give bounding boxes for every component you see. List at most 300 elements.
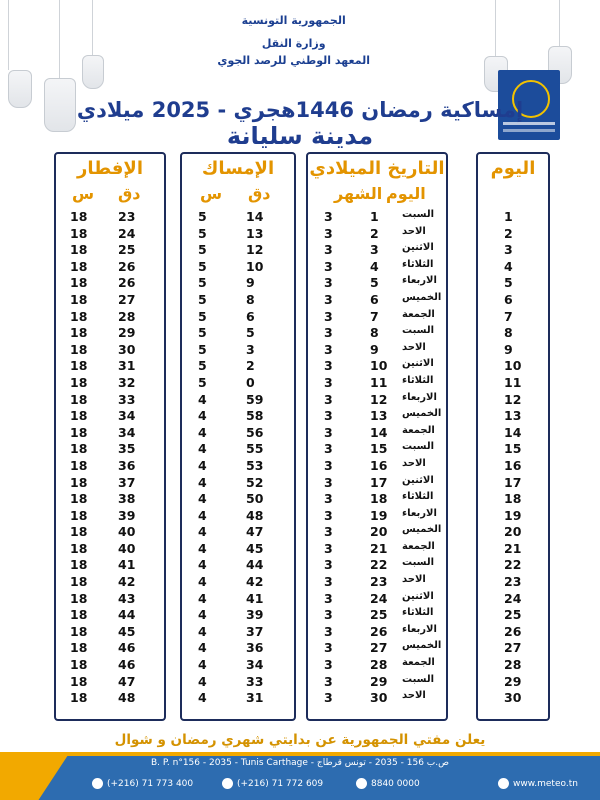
day-of-month-cell: 21 xyxy=(370,540,388,556)
imsak-hour-cell: 5 xyxy=(198,258,207,274)
day-number-cell: 15 xyxy=(504,441,522,457)
imsak-hour-cell: 5 xyxy=(198,291,207,307)
imsak-minute-cell: 33 xyxy=(246,673,264,689)
imsak-minute-cell: 6 xyxy=(246,308,255,324)
table-row xyxy=(56,292,164,309)
day-number-cell: 9 xyxy=(504,341,513,357)
table-row xyxy=(182,657,294,674)
weekday-cell: الاثنين xyxy=(402,242,434,254)
page-title: إمساكية رمضان 1446هجري - 2025 ميلادي xyxy=(76,98,524,122)
footer-bar xyxy=(0,752,600,800)
day-number-cell: 10 xyxy=(504,358,522,374)
imsak-hour-cell: 5 xyxy=(198,242,207,258)
table-row xyxy=(308,325,446,342)
month-cell: 3 xyxy=(324,607,333,623)
day-number-cell: 28 xyxy=(504,657,522,673)
table-row xyxy=(182,292,294,309)
table-row xyxy=(56,591,164,608)
month-cell: 3 xyxy=(324,424,333,440)
iftar-minute-cell: 46 xyxy=(118,640,136,656)
phone-number-1: (+216) 71 773 400 xyxy=(92,778,193,789)
month-cell: 3 xyxy=(324,640,333,656)
imsak-minute-cell: 47 xyxy=(246,524,264,540)
postal-address: B. P. n°156 - 2035 - Tunis Carthage - ص.ب 156 - 2035 - تونس قرطاج xyxy=(150,758,450,768)
table-row xyxy=(308,657,446,674)
weekday-cell: الاحد xyxy=(402,341,426,353)
table-row xyxy=(478,358,548,375)
day-of-month-cell: 18 xyxy=(370,491,388,507)
imsak-hour-subheader: س xyxy=(200,184,223,203)
gregorian-column-header: التاريخ الميلادي xyxy=(309,158,445,179)
imsak-hour-cell: 4 xyxy=(198,457,207,473)
table-row xyxy=(478,541,548,558)
day-of-month-cell: 8 xyxy=(370,325,379,341)
table-row xyxy=(308,607,446,624)
table-row xyxy=(182,557,294,574)
day-number-cell: 18 xyxy=(504,491,522,507)
month-cell: 3 xyxy=(324,242,333,258)
day-of-month-cell: 2 xyxy=(370,225,379,241)
iftar-minute-cell: 44 xyxy=(118,607,136,623)
table-row xyxy=(56,475,164,492)
imsak-hour-cell: 4 xyxy=(198,574,207,590)
table-row xyxy=(308,491,446,508)
day-number-cell: 26 xyxy=(504,623,522,639)
iftar-hour-cell: 18 xyxy=(70,640,88,656)
table-row xyxy=(308,342,446,359)
iftar-hour-cell: 18 xyxy=(70,209,88,224)
city-name: مدينة سليانة xyxy=(226,122,374,150)
iftar-minute-cell: 23 xyxy=(118,209,136,224)
day-number-cell: 16 xyxy=(504,457,522,473)
month-cell: 3 xyxy=(324,291,333,307)
table-row xyxy=(56,491,164,508)
weekday-cell: الاربعاء xyxy=(402,391,437,403)
iftar-minute-cell: 35 xyxy=(118,441,136,457)
table-row xyxy=(478,242,548,259)
weekday-cell: الجمعة xyxy=(402,424,435,436)
table-row xyxy=(478,458,548,475)
table-row xyxy=(478,524,548,541)
day-of-month-cell: 25 xyxy=(370,607,388,623)
weekday-cell: الاثنين xyxy=(402,358,434,370)
iftar-minute-cell: 43 xyxy=(118,590,136,606)
table-row xyxy=(478,557,548,574)
day-of-month-cell: 7 xyxy=(370,308,379,324)
day-of-month-cell: 26 xyxy=(370,623,388,639)
table-row xyxy=(182,375,294,392)
table-row xyxy=(478,209,548,226)
weekday-cell: الخميس xyxy=(402,291,442,303)
imsak-minute-cell: 34 xyxy=(246,657,264,673)
table-row xyxy=(182,541,294,558)
table-row xyxy=(182,690,294,707)
day-number-cell: 21 xyxy=(504,540,522,556)
table-row xyxy=(478,292,548,309)
iftar-hour-cell: 18 xyxy=(70,408,88,424)
table-row xyxy=(182,624,294,641)
iftar-minute-cell: 40 xyxy=(118,524,136,540)
imsak-minute-cell: 37 xyxy=(246,623,264,639)
iftar-hour-cell: 18 xyxy=(70,491,88,507)
weekday-cell: الثلاثاء xyxy=(402,374,434,386)
table-row xyxy=(478,475,548,492)
day-of-month-cell: 15 xyxy=(370,441,388,457)
iftar-minute-cell: 29 xyxy=(118,325,136,341)
weekday-cell: الجمعة xyxy=(402,657,435,669)
iftar-minute-cell: 48 xyxy=(118,690,136,706)
table-row xyxy=(308,574,446,591)
month-cell: 3 xyxy=(324,308,333,324)
iftar-hour-cell: 18 xyxy=(70,225,88,241)
imsak-minute-cell: 36 xyxy=(246,640,264,656)
iftar-hour-cell: 18 xyxy=(70,690,88,706)
day-of-month-cell: 13 xyxy=(370,408,388,424)
table-row xyxy=(56,458,164,475)
iftar-minute-cell: 45 xyxy=(118,623,136,639)
imsak-minute-cell: 8 xyxy=(246,291,255,307)
day-number-cell: 8 xyxy=(504,325,513,341)
imsak-hour-cell: 5 xyxy=(198,275,207,291)
month-cell: 3 xyxy=(324,258,333,274)
table-row xyxy=(182,259,294,276)
table-row xyxy=(182,275,294,292)
table-row xyxy=(56,242,164,259)
imsak-hour-cell: 4 xyxy=(198,408,207,424)
day-of-month-cell: 5 xyxy=(370,275,379,291)
table-row xyxy=(182,458,294,475)
day-number-cell: 1 xyxy=(504,209,513,224)
imsak-minute-cell: 55 xyxy=(246,441,264,457)
table-row xyxy=(478,491,548,508)
table-row xyxy=(478,275,548,292)
imsak-minute-cell: 12 xyxy=(246,242,264,258)
table-row xyxy=(182,475,294,492)
table-row xyxy=(478,325,548,342)
imsak-hour-cell: 4 xyxy=(198,690,207,706)
table-row xyxy=(56,408,164,425)
weekday-cell: الاحد xyxy=(402,457,426,469)
table-row xyxy=(478,392,548,409)
table-row xyxy=(182,342,294,359)
weekday-cell: الاحد xyxy=(402,225,426,237)
day-number-cell: 20 xyxy=(504,524,522,540)
table-row xyxy=(308,690,446,707)
day-of-month-cell: 3 xyxy=(370,242,379,258)
table-row xyxy=(56,375,164,392)
table-row xyxy=(182,524,294,541)
table-row xyxy=(478,657,548,674)
table-row xyxy=(56,541,164,558)
month-cell: 3 xyxy=(324,491,333,507)
weekday-cell: الاثنين xyxy=(402,590,434,602)
iftar-minute-cell: 36 xyxy=(118,457,136,473)
imsak-hour-cell: 4 xyxy=(198,640,207,656)
day-of-month-cell: 17 xyxy=(370,474,388,490)
imsak-minute-cell: 50 xyxy=(246,491,264,507)
table-row xyxy=(182,591,294,608)
table-row xyxy=(56,425,164,442)
iftar-hour-cell: 18 xyxy=(70,507,88,523)
table-row xyxy=(478,375,548,392)
day-of-month-cell: 10 xyxy=(370,358,388,374)
table-row xyxy=(56,325,164,342)
table-row xyxy=(56,209,164,226)
table-row xyxy=(478,624,548,641)
table-row xyxy=(56,226,164,243)
table-row xyxy=(478,508,548,525)
table-row xyxy=(308,524,446,541)
weekday-cell: الثلاثاء xyxy=(402,491,434,503)
month-cell: 3 xyxy=(324,590,333,606)
table-row xyxy=(478,640,548,657)
month-cell: 3 xyxy=(324,408,333,424)
institute-name: المعهد الوطني للرصد الجوي xyxy=(217,54,370,67)
iftar-minute-cell: 46 xyxy=(118,657,136,673)
imsak-hour-cell: 4 xyxy=(198,524,207,540)
day-number-cell: 22 xyxy=(504,557,522,573)
imsak-minute-cell: 42 xyxy=(246,574,264,590)
table-row xyxy=(56,624,164,641)
iftar-minute-cell: 34 xyxy=(118,408,136,424)
iftar-hour-cell: 18 xyxy=(70,540,88,556)
day-of-month-cell: 29 xyxy=(370,673,388,689)
day-number-cell: 19 xyxy=(504,507,522,523)
day-number-cell: 6 xyxy=(504,291,513,307)
table-row xyxy=(182,674,294,691)
day-column-header: اليوم xyxy=(490,158,536,179)
table-row xyxy=(308,541,446,558)
iftar-hour-cell: 18 xyxy=(70,275,88,291)
table-row xyxy=(308,475,446,492)
day-of-month-cell: 27 xyxy=(370,640,388,656)
iftar-hour-cell: 18 xyxy=(70,607,88,623)
day-of-month-cell: 14 xyxy=(370,424,388,440)
table-row xyxy=(308,358,446,375)
imsak-hour-cell: 4 xyxy=(198,424,207,440)
table-row xyxy=(56,524,164,541)
table-row xyxy=(478,408,548,425)
table-row xyxy=(56,392,164,409)
month-cell: 3 xyxy=(324,574,333,590)
day-of-month-cell: 1 xyxy=(370,209,379,224)
month-cell: 3 xyxy=(324,524,333,540)
table-row xyxy=(478,226,548,243)
imsak-minute-cell: 44 xyxy=(246,557,264,573)
table-row xyxy=(308,624,446,641)
month-cell: 3 xyxy=(324,507,333,523)
table-row xyxy=(308,242,446,259)
imsak-minute-cell: 59 xyxy=(246,391,264,407)
iftar-minute-cell: 32 xyxy=(118,374,136,390)
imsak-hour-cell: 5 xyxy=(198,325,207,341)
table-row xyxy=(308,640,446,657)
iftar-minute-cell: 30 xyxy=(118,341,136,357)
table-row xyxy=(182,441,294,458)
iftar-minute-cell: 33 xyxy=(118,391,136,407)
imsak-hour-cell: 4 xyxy=(198,391,207,407)
table-row xyxy=(56,309,164,326)
imsak-column xyxy=(180,152,296,721)
table-row xyxy=(308,375,446,392)
table-row xyxy=(182,640,294,657)
imsak-hour-cell: 4 xyxy=(198,657,207,673)
imsak-minute-cell: 56 xyxy=(246,424,264,440)
fax-icon xyxy=(222,778,233,789)
day-of-month-cell: 6 xyxy=(370,291,379,307)
day-of-month-cell: 16 xyxy=(370,457,388,473)
iftar-hour-cell: 18 xyxy=(70,524,88,540)
table-row xyxy=(182,607,294,624)
imsak-hour-cell: 4 xyxy=(198,607,207,623)
day-number-cell: 23 xyxy=(504,574,522,590)
imsak-minute-subheader: دق xyxy=(248,184,271,203)
month-cell: 3 xyxy=(324,209,333,224)
weekday-cell: الاحد xyxy=(402,574,426,586)
month-cell: 3 xyxy=(324,457,333,473)
iftar-hour-cell: 18 xyxy=(70,441,88,457)
iftar-hour-cell: 18 xyxy=(70,574,88,590)
imsak-column-header: الإمساك xyxy=(201,158,275,179)
imsak-minute-cell: 14 xyxy=(246,209,264,224)
month-cell: 3 xyxy=(324,673,333,689)
table-row xyxy=(56,358,164,375)
month-cell: 3 xyxy=(324,358,333,374)
table-row xyxy=(182,209,294,226)
table-row xyxy=(478,690,548,707)
imsak-minute-cell: 52 xyxy=(246,474,264,490)
imsak-minute-cell: 0 xyxy=(246,374,255,390)
imsak-hour-cell: 4 xyxy=(198,557,207,573)
table-row xyxy=(308,557,446,574)
iftar-hour-cell: 18 xyxy=(70,308,88,324)
iftar-hour-cell: 18 xyxy=(70,590,88,606)
month-cell: 3 xyxy=(324,325,333,341)
month-cell: 3 xyxy=(324,341,333,357)
imsak-hour-cell: 4 xyxy=(198,507,207,523)
iftar-column-header: الإفطار xyxy=(76,158,143,179)
table-row xyxy=(182,309,294,326)
imsak-hour-cell: 4 xyxy=(198,540,207,556)
iftar-hour-cell: 18 xyxy=(70,258,88,274)
imsak-hour-cell: 4 xyxy=(198,474,207,490)
table-row xyxy=(308,309,446,326)
weekday-cell: السبت xyxy=(402,209,435,220)
iftar-hour-cell: 18 xyxy=(70,291,88,307)
day-of-month-cell: 9 xyxy=(370,341,379,357)
imsak-minute-cell: 13 xyxy=(246,225,264,241)
imsak-hour-cell: 5 xyxy=(198,225,207,241)
table-row xyxy=(308,591,446,608)
table-row xyxy=(56,574,164,591)
month-cell: 3 xyxy=(324,225,333,241)
imsak-hour-cell: 4 xyxy=(198,623,207,639)
month-cell: 3 xyxy=(324,391,333,407)
day-of-month-cell: 4 xyxy=(370,258,379,274)
imsak-hour-cell: 5 xyxy=(198,374,207,390)
table-row xyxy=(182,574,294,591)
table-row xyxy=(308,508,446,525)
weekday-cell: الاربعاء xyxy=(402,623,437,635)
iftar-minute-subheader: دق xyxy=(118,184,141,203)
iftar-minute-cell: 31 xyxy=(118,358,136,374)
table-row xyxy=(182,358,294,375)
imsak-minute-cell: 41 xyxy=(246,590,264,606)
day-number-cell: 25 xyxy=(504,607,522,623)
iftar-minute-cell: 40 xyxy=(118,540,136,556)
month-cell: 3 xyxy=(324,557,333,573)
day-number-cell: 13 xyxy=(504,408,522,424)
day-number-cell: 29 xyxy=(504,673,522,689)
table-row xyxy=(308,441,446,458)
imsak-hour-cell: 4 xyxy=(198,673,207,689)
iftar-hour-cell: 18 xyxy=(70,673,88,689)
day-number-cell: 27 xyxy=(504,640,522,656)
weekday-cell: السبت xyxy=(402,325,435,337)
day-of-month-cell: 30 xyxy=(370,690,388,706)
table-row xyxy=(56,441,164,458)
table-row xyxy=(308,458,446,475)
website-link[interactable]: www.meteo.tn xyxy=(498,778,578,789)
weekday-cell: الخميس xyxy=(402,640,442,652)
table-row xyxy=(182,226,294,243)
table-row xyxy=(478,441,548,458)
weekday-cell: السبت xyxy=(402,673,435,685)
day-of-month-cell: 22 xyxy=(370,557,388,573)
table-row xyxy=(308,226,446,243)
day-number-cell: 7 xyxy=(504,308,513,324)
imsak-minute-cell: 39 xyxy=(246,607,264,623)
weekday-cell: السبت xyxy=(402,557,435,569)
table-row xyxy=(56,674,164,691)
imsak-hour-cell: 4 xyxy=(198,441,207,457)
ministry-name: وزارة النقل xyxy=(261,37,326,50)
day-number-cell: 2 xyxy=(504,225,513,241)
month-cell: 3 xyxy=(324,275,333,291)
month-cell: 3 xyxy=(324,441,333,457)
phone-number-2: (+216) 71 772 609 xyxy=(222,778,323,789)
month-cell: 3 xyxy=(324,540,333,556)
day-of-month-cell: 24 xyxy=(370,590,388,606)
imsak-minute-cell: 45 xyxy=(246,540,264,556)
day-of-month-cell: 11 xyxy=(370,374,388,390)
imsak-minute-cell: 48 xyxy=(246,507,264,523)
imsak-minute-cell: 53 xyxy=(246,457,264,473)
table-row xyxy=(308,408,446,425)
table-row xyxy=(478,607,548,624)
table-row xyxy=(56,259,164,276)
weekday-cell: الثلاثاء xyxy=(402,607,434,619)
weekday-cell: الاربعاء xyxy=(402,507,437,519)
table-row xyxy=(478,309,548,326)
month-subheader: الشهر xyxy=(334,184,383,203)
weekday-cell: الجمعة xyxy=(402,308,435,320)
imsak-minute-cell: 3 xyxy=(246,341,255,357)
month-cell: 3 xyxy=(324,474,333,490)
iftar-hour-cell: 18 xyxy=(70,391,88,407)
table-row xyxy=(56,275,164,292)
iftar-hour-cell: 18 xyxy=(70,325,88,341)
table-row xyxy=(56,607,164,624)
month-cell: 3 xyxy=(324,657,333,673)
table-row xyxy=(56,557,164,574)
table-row xyxy=(182,491,294,508)
iftar-minute-cell: 24 xyxy=(118,225,136,241)
imsak-minute-cell: 2 xyxy=(246,358,255,374)
iftar-minute-cell: 47 xyxy=(118,673,136,689)
country-name: الجمهورية التونسية xyxy=(241,14,346,27)
table-row xyxy=(56,508,164,525)
